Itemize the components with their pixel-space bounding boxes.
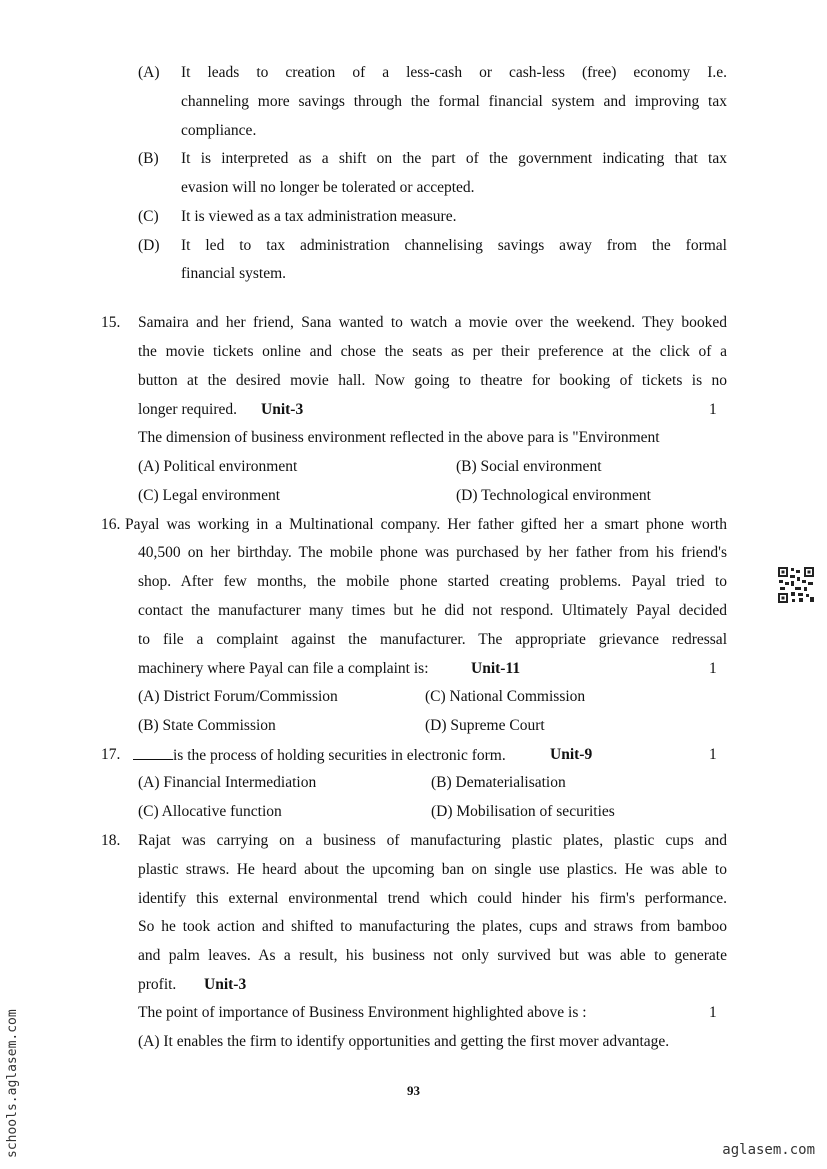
option-c: (C) Allocative function [138, 803, 282, 820]
question-number: 18. [101, 832, 121, 849]
question-text-line: contact the manufacturer many times but he did not respond. Ultimately Payal decided [138, 602, 727, 619]
unit-tag: Unit-11 [471, 660, 521, 677]
option-text-line: financial system. [181, 265, 287, 282]
option-d: (D) Mobilisation of securities [431, 803, 615, 820]
unit-tag: Unit-3 [204, 976, 247, 993]
option-label: (C) [138, 208, 159, 225]
marks: 1 [709, 1004, 717, 1021]
option-c: (C) Legal environment [138, 487, 281, 504]
option-text-line: It is viewed as a tax administration measure. [181, 208, 457, 225]
option-b: (B) Dematerialisation [431, 774, 566, 791]
unit-tag: Unit-3 [261, 401, 304, 418]
question-prompt: The dimension of business environment reflected in the above para is "Environment [138, 429, 660, 446]
fill-in-blank-line [133, 745, 506, 766]
question-text-line: Samaira and her friend, Sana wanted to watch a movie over the weekend. They booked [138, 314, 727, 331]
question-text-line: machinery where Payal can file a complaint is: [138, 660, 429, 677]
page-number: 93 [407, 1083, 420, 1098]
option-text-line: evasion will no longer be tolerated or accepted. [181, 179, 475, 196]
question-number: 17. [101, 746, 121, 763]
question-text-line: Payal was working in a Multinational company. Her father gifted her a smart phone worth [125, 516, 727, 533]
option-b: (B) State Commission [138, 717, 276, 734]
question-text-line: So he took action and shifted to manufacturing the plates, cups and straws from bamboo [138, 918, 727, 935]
question-number: 16. [101, 516, 121, 533]
question-text-line: button at the desired movie hall. Now going to theatre for booking of tickets is no [138, 372, 727, 389]
question-text-line: plastic straws. He heard about the upcoming ban on single use plastics. He was able to [138, 861, 727, 878]
option-label: (A) [138, 64, 160, 81]
marks: 1 [709, 401, 717, 418]
question-text: is the process of holding securities in electronic form. [173, 747, 506, 764]
option-a: (A) District Forum/Commission [138, 688, 338, 705]
question-prompt: The point of importance of Business Environment highlighted above is : [138, 1004, 587, 1021]
question-number: 15. [101, 314, 121, 331]
unit-tag: Unit-9 [550, 746, 593, 763]
option-text-line: It leads to creation of a less-cash or cash-less (free) economy I.e. [181, 64, 727, 81]
footer-watermark: aglasem.com [722, 1142, 815, 1158]
option-a: (A) Political environment [138, 458, 298, 475]
option-a: (A) Financial Intermediation [138, 774, 317, 791]
marks: 1 [709, 660, 717, 677]
option-text-line: compliance. [181, 122, 257, 139]
option-text-line: It led to tax administration channelising savings away from the formal [181, 237, 727, 254]
option-text-line: It is interpreted as a shift on the part of the government indicating that tax [181, 150, 727, 167]
question-text-line: Rajat was carrying on a business of manufacturing plastic plates, plastic cups and [138, 832, 727, 849]
option-a: (A) It enables the firm to identify opportunities and getting the first mover advantage. [138, 1033, 670, 1050]
question-text-line: longer required. [138, 401, 237, 418]
option-d: (D) Technological environment [456, 487, 651, 504]
question-text-line: 40,500 on her birthday. The mobile phone was purchased by her father from his friend's [138, 544, 727, 561]
question-text-line: and palm leaves. As a result, his business not only survived but was able to generate [138, 947, 727, 964]
option-c: (C) National Commission [425, 688, 586, 705]
question-text-line: shop. After few months, the mobile phone started creating problems. Payal tried to [138, 573, 727, 590]
qr-code-icon [777, 566, 815, 604]
marks: 1 [709, 746, 717, 763]
blank [133, 745, 173, 760]
option-text-line: channeling more savings through the formal financial system and improving tax [181, 93, 727, 110]
question-text-line: identify this external environmental trend which could hinder his firm's performance. [138, 890, 727, 907]
question-text-line: profit. [138, 976, 177, 993]
question-text-line: the movie tickets online and chose the seats as per their preference at the click of a [138, 343, 727, 360]
side-watermark: schools.aglasem.com [5, 1009, 20, 1158]
option-d: (D) Supreme Court [425, 717, 545, 734]
option-label: (D) [138, 237, 160, 254]
option-label: (B) [138, 150, 159, 167]
question-text-line: to file a complaint against the manufacturer. The appropriate grievance redressal [138, 631, 727, 648]
option-b: (B) Social environment [456, 458, 602, 475]
